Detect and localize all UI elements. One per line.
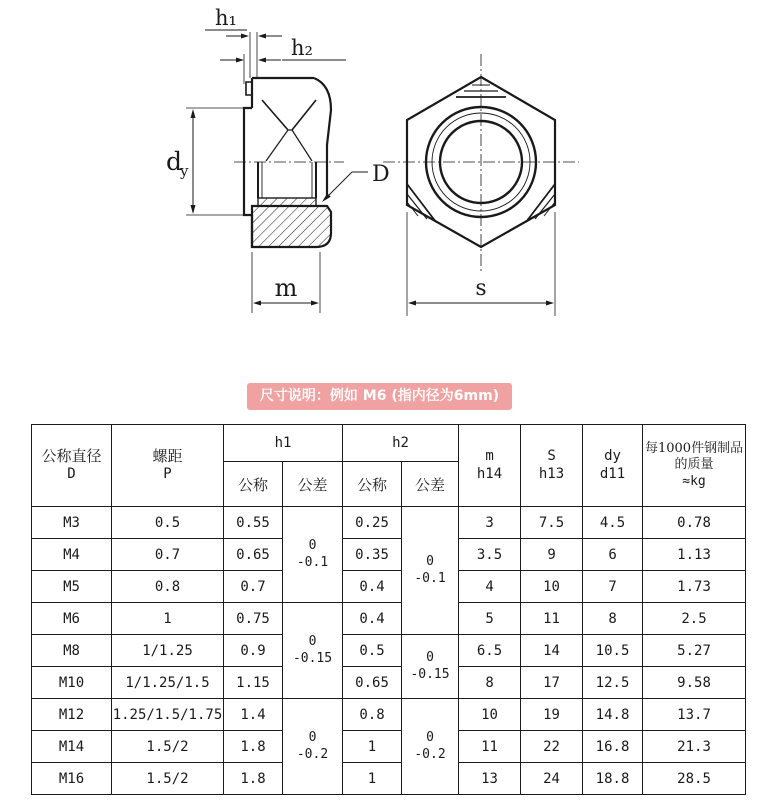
- cell-h1-tol-group3: [283, 699, 343, 795]
- row-m5: [32, 571, 746, 603]
- cell-s: 7.5: [521, 507, 583, 539]
- cell-d: M5: [32, 571, 112, 603]
- cell-d: M14: [32, 731, 112, 763]
- cell-dy: 10.5: [583, 635, 643, 667]
- cell-h1n: 0.75: [224, 603, 283, 635]
- tol-top: 0: [426, 730, 434, 746]
- cell-p: 1/1.25/1.5: [112, 667, 224, 699]
- bore-d-label: D: [372, 162, 390, 187]
- dimension-dy: [166, 109, 196, 214]
- dimension-bore-d: [322, 162, 390, 202]
- header-dy-symbol: dy: [604, 448, 621, 464]
- m-label: m: [274, 274, 298, 302]
- cell-h1n: 1.8: [224, 731, 283, 763]
- cell-w: 1.13: [643, 539, 746, 571]
- header-dy-tol: d11: [599, 465, 626, 482]
- cell-s: 14: [521, 635, 583, 667]
- cell-h2n: 0.25: [343, 507, 402, 539]
- tol-top: 0: [426, 554, 434, 570]
- header-weight-cn: 每1000件钢制品的质量: [644, 441, 744, 473]
- cell-h1n: 0.9: [224, 635, 283, 667]
- technical-drawing: [0, 0, 777, 372]
- row-m3: [32, 507, 746, 539]
- cell-dy: 4.5: [583, 507, 643, 539]
- cell-d: M12: [32, 699, 112, 731]
- cell-dy: 16.8: [583, 731, 643, 763]
- cell-p: 0.5: [112, 507, 224, 539]
- header-pitch-cn: 螺距: [152, 447, 183, 466]
- dy-label-sub: y: [180, 162, 189, 180]
- cell-h1n: 1.4: [224, 699, 283, 731]
- side-section-view: [186, 32, 344, 313]
- cell-h1n: 0.7: [224, 571, 283, 603]
- cell-m: 5: [459, 603, 521, 635]
- tol-bottom: -0.2: [414, 746, 446, 762]
- header-h1: h1: [224, 425, 343, 462]
- tol-top: 0: [308, 730, 317, 746]
- cell-h2n: 0.4: [343, 571, 402, 603]
- cell-p: 1/1.25: [112, 635, 224, 667]
- cell-s: 11: [521, 603, 583, 635]
- row-m14: [32, 731, 746, 763]
- dimension-h2: [220, 36, 346, 63]
- row-m16: [32, 763, 746, 795]
- header-diameter-cn: 公称直径: [41, 447, 102, 466]
- cell-p: 0.8: [112, 571, 224, 603]
- cell-s: 17: [521, 667, 583, 699]
- cell-d: M4: [32, 539, 112, 571]
- dimension-h1: [205, 6, 282, 39]
- header-h2-tolerance: 公差: [402, 462, 459, 507]
- cell-w: 9.58: [643, 667, 746, 699]
- h1-label: h₁: [215, 6, 237, 30]
- cell-h1-tol-group1: [283, 507, 343, 603]
- tol-bottom: -0.15: [292, 650, 333, 666]
- header-diameter-symbol: D: [67, 466, 76, 483]
- header-pitch: [112, 425, 224, 507]
- weld-projection-bottom-right: [526, 184, 555, 222]
- cell-w: 21.3: [643, 731, 746, 763]
- cell-dy: 18.8: [583, 763, 643, 795]
- cell-m: 6.5: [459, 635, 521, 667]
- cell-h2n: 0.35: [343, 539, 402, 571]
- cell-h2n: 0.65: [343, 667, 402, 699]
- cell-m: 4: [459, 571, 521, 603]
- hex-front-view: [383, 54, 579, 316]
- cell-h2n: 0.5: [343, 635, 402, 667]
- cell-p: 1.25/1.5/1.75: [112, 699, 224, 731]
- s-label: s: [475, 276, 487, 301]
- header-m: [459, 425, 521, 507]
- cell-d: M10: [32, 667, 112, 699]
- cell-m: 3: [459, 507, 521, 539]
- cell-w: 1.73: [643, 571, 746, 603]
- tol-bottom: -0.2: [296, 746, 329, 762]
- cell-dy: 6: [583, 539, 643, 571]
- tol-top: 0: [308, 538, 317, 554]
- cell-dy: 14.8: [583, 699, 643, 731]
- row-m8: [32, 635, 746, 667]
- cell-p: 1.5/2: [112, 763, 224, 795]
- cell-d: M8: [32, 635, 112, 667]
- header-weight: [643, 425, 746, 507]
- spec-table: [31, 424, 746, 795]
- cell-h2n: 1: [343, 731, 402, 763]
- cell-h1n: 0.55: [224, 507, 283, 539]
- cell-h1n: 1.15: [224, 667, 283, 699]
- cell-dy: 8: [583, 603, 643, 635]
- cell-w: 2.5: [643, 603, 746, 635]
- header-h2-nominal: 公称: [343, 462, 402, 507]
- tol-bottom: -0.15: [410, 666, 450, 682]
- cell-h1n: 0.65: [224, 539, 283, 571]
- cell-h1n: 1.8: [224, 763, 283, 795]
- cell-h2-tol-group2: [402, 635, 459, 699]
- cell-w: 5.27: [643, 635, 746, 667]
- cell-m: 10: [459, 699, 521, 731]
- cell-h2n: 1: [343, 763, 402, 795]
- cell-s: 19: [521, 699, 583, 731]
- cell-dy: 12.5: [583, 667, 643, 699]
- cell-s: 10: [521, 571, 583, 603]
- header-diameter: [32, 425, 112, 507]
- cell-h2-tol-group3: [402, 699, 459, 795]
- cell-d: M16: [32, 763, 112, 795]
- h2-label: h₂: [291, 36, 313, 60]
- header-h1-tolerance: 公差: [283, 462, 343, 507]
- cell-p: 1.5/2: [112, 731, 224, 763]
- cell-d: M3: [32, 507, 112, 539]
- cell-s: 9: [521, 539, 583, 571]
- header-weight-unit: ≈kg: [682, 473, 706, 489]
- cell-h1-tol-group2: [283, 603, 343, 699]
- cell-s: 22: [521, 731, 583, 763]
- tol-bottom: -0.1: [414, 570, 446, 586]
- tol-top: 0: [426, 650, 434, 666]
- cell-m: 8: [459, 667, 521, 699]
- header-s-tol: h13: [538, 465, 565, 482]
- header-s: [521, 425, 583, 507]
- weld-projection-bottom-left: [407, 184, 436, 222]
- row-m6: [32, 603, 746, 635]
- header-dy: [583, 425, 643, 507]
- cell-d: M6: [32, 603, 112, 635]
- row-m10: [32, 667, 746, 699]
- cell-m: 3.5: [459, 539, 521, 571]
- cell-h2n: 0.8: [343, 699, 402, 731]
- header-m-tol: h14: [476, 465, 503, 482]
- row-m4: [32, 539, 746, 571]
- header-h1-nominal: 公称: [224, 462, 283, 507]
- header-m-symbol: m: [485, 448, 494, 464]
- dy-label-main: d: [166, 147, 183, 176]
- header-pitch-symbol: P: [163, 466, 172, 483]
- cell-w: 0.78: [643, 507, 746, 539]
- cell-s: 24: [521, 763, 583, 795]
- tol-top: 0: [308, 634, 317, 650]
- cell-w: 28.5: [643, 763, 746, 795]
- cell-p: 0.7: [112, 539, 224, 571]
- tol-bottom: -0.1: [296, 554, 329, 570]
- cell-h2n: 0.4: [343, 603, 402, 635]
- cell-dy: 7: [583, 571, 643, 603]
- row-m12: [32, 699, 746, 731]
- dimension-m: [253, 274, 319, 306]
- cell-p: 1: [112, 603, 224, 635]
- size-note-banner: 尺寸说明：例如 M6 (指内径为6mm): [247, 383, 512, 410]
- header-h2: h2: [343, 425, 459, 462]
- cell-m: 13: [459, 763, 521, 795]
- header-s-symbol: S: [547, 448, 556, 464]
- header-row-1: [32, 425, 746, 462]
- cell-m: 11: [459, 731, 521, 763]
- cell-w: 13.7: [643, 699, 746, 731]
- cell-h2-tol-group1: [402, 507, 459, 635]
